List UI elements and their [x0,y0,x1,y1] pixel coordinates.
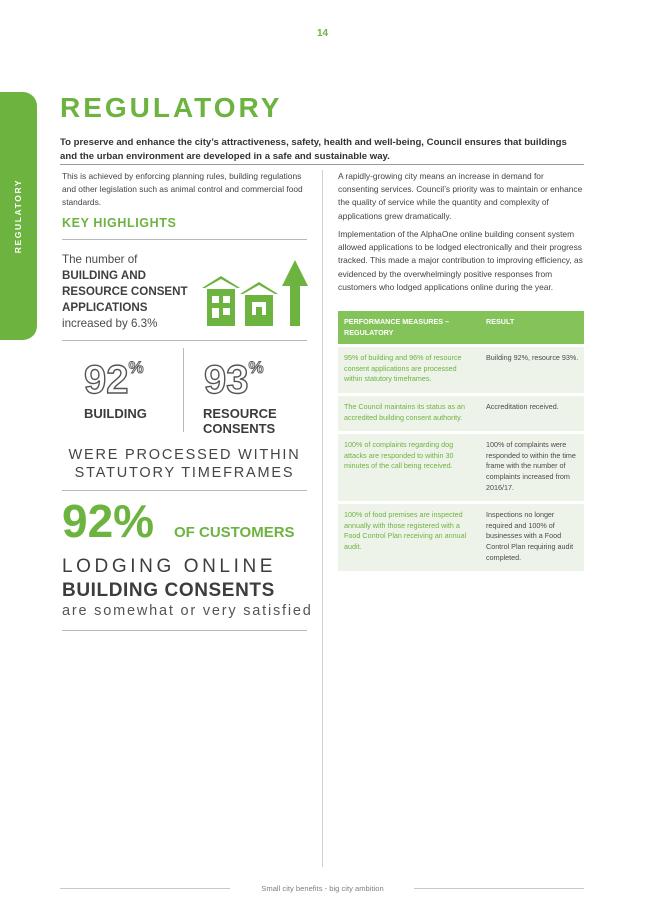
resource-percent [204,358,264,403]
result-cell: Inspections no longer required and 100% of businesses with a Food Control Plan requiring audit completed. [480,503,584,571]
key-highlights-title: KEY HIGHLIGHTS [62,216,177,230]
resource-percent-value: 93 [204,358,249,402]
stat-bold-line: BUILDING AND [62,269,146,282]
table-row [338,394,584,432]
performance-table [338,311,584,571]
stat-lead: The number of [62,253,138,266]
resource-label-line: CONSENTS [203,421,276,436]
footer-tagline: Small city benefits - big city ambition [261,884,384,893]
building-percent-value: 92 [84,358,129,402]
left-paragraph: This is achieved by enforcing planning rules, building regulations and other legislation such as animal control and commercial food standards. [62,171,303,207]
building-label-line: BUILDING [84,406,147,421]
result-cell: 100% of complaints were responded to within the time frame with the number of complaints increased from 2016/17. [480,433,584,503]
table-row [338,346,584,395]
stat-tail: increased by 6.3% [62,317,158,330]
result-cell: Building 92%, resource 93%. [480,346,584,395]
building-percent [84,358,144,403]
processed-line: WERE PROCESSED WITHIN [68,447,301,463]
satisfied-text: are somewhat or very satisfied [62,603,313,619]
processed-caption [62,446,307,482]
result-header: RESULT [480,311,584,346]
processed-line: STATUTORY TIMEFRAMES [74,465,295,481]
measure-cell: 100% of complaints regarding dog attacks are responded to within 30 minutes of the call being received. [338,433,480,503]
column-divider [322,170,323,867]
intro-text: To preserve and enhance the city’s attractiveness, safety, health and well-being, Council ensures that buildings and the urban environment are developed in a safe and sustainable way. [60,137,567,162]
houses-growth-icon [200,258,310,330]
side-tab-label: REGULATORY [13,178,23,254]
resource-consents-label [203,406,277,436]
building-label [84,406,147,421]
customers-percent: 92% [62,495,155,547]
table-header-row [338,311,584,346]
measures-header: PERFORMANCE MEASURES – REGULATORY [338,311,480,346]
house-icon [202,276,240,326]
applications-stat [62,252,212,332]
result-cell: Accreditation received. [480,394,584,432]
growth-arrow-icon [282,260,308,326]
measure-cell: 100% of food premises are inspected annually with those registered with a Food Control Plan receiving an annual audit. [338,503,480,571]
measure-cell: 95% of building and 96% of resource consent applications are processed within statutory timeframes. [338,346,480,395]
stats-divider [183,348,184,432]
customers-divider-bottom [62,630,307,631]
customers-divider-top [62,490,307,491]
percent-sign: % [128,358,144,377]
intro-divider [60,164,584,165]
of-customers-label: OF CUSTOMERS [174,524,295,541]
table-row [338,433,584,503]
table-row [338,503,584,571]
highlights-divider [62,340,307,341]
stat-bold-line: APPLICATIONS [62,301,148,314]
building-consents-text: BUILDING CONSENTS [62,580,275,601]
resource-label-line: RESOURCE [203,406,277,421]
right-paragraph: A rapidly-growing city means an increase in demand for consenting services. Council’s priority was to maintain or enhance the quality of service while the quantity and complexity of applications grew dramatically. [338,171,583,221]
measure-cell: The Council maintains its status as an accredited building consent authority. [338,394,480,432]
highlights-divider-top [62,239,307,240]
house-icon [240,282,278,326]
percent-sign: % [248,358,264,377]
page-number: 14 [316,28,329,39]
lodging-online-text: LODGING ONLINE [62,556,277,577]
right-paragraph: Implementation of the AlphaOne online building consent system allowed applications to be lodged electronically and their progress tracked. This made a major contribution to improving efficiency, as evidenced by the overwhelmingly positive responses from customers who lodged applications online during the year. [338,229,583,292]
page-title: REGULATORY [60,92,283,123]
stat-bold-line: RESOURCE CONSENT [62,285,188,298]
